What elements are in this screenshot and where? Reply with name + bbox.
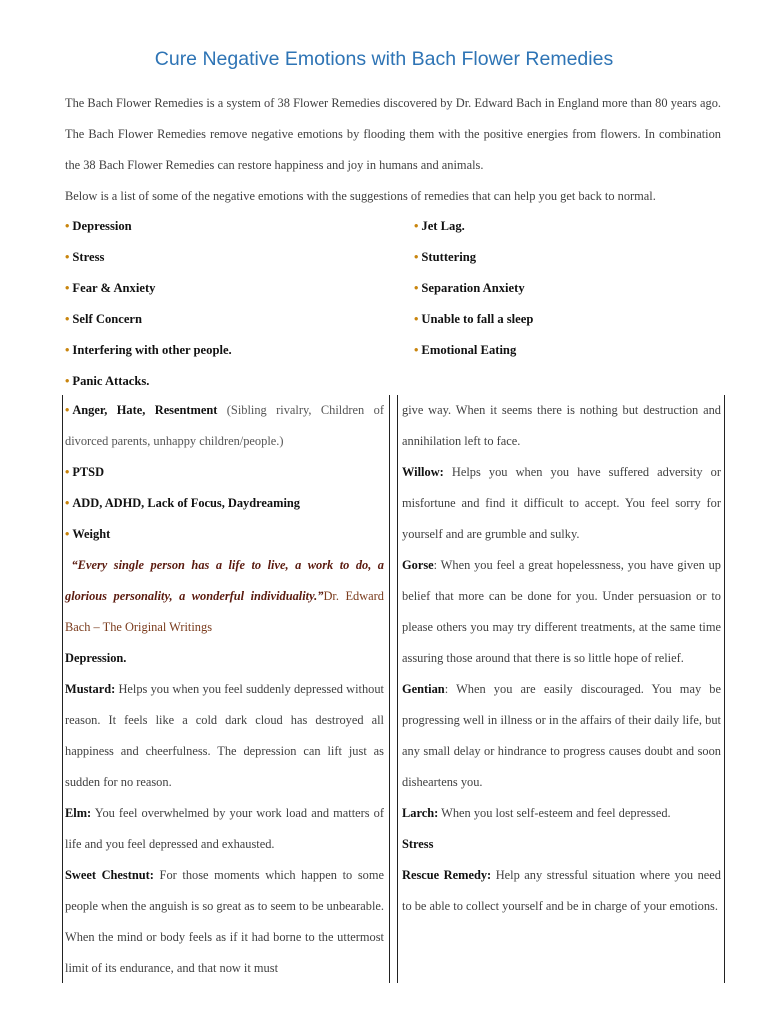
list-item: • Separation Anxiety — [414, 281, 525, 295]
column-divider — [389, 395, 390, 983]
elm-entry: Elm: You feel overwhelmed by your work load and matters of life and you feel depressed and exhausted. — [65, 806, 384, 851]
anger-entry: • Anger, Hate, Resentment (Sibling rivalry, Children of divorced parents, unhappy children/people.) — [65, 403, 385, 448]
ptsd-entry: • PTSD — [65, 465, 105, 479]
bullet: • — [65, 281, 70, 295]
quote-text: “Every single person has a life to live, a work to do, a glorious personality, a wonderful individuality.” — [65, 558, 384, 603]
bullet: • — [65, 312, 70, 326]
list-item: • Stress — [65, 250, 105, 264]
list-item: • Stuttering — [414, 250, 476, 264]
emotion-list-left — [65, 211, 232, 397]
bullet: • — [414, 312, 419, 326]
column-divider — [62, 395, 63, 983]
bullet: • — [65, 374, 70, 388]
list-item: • Jet Lag. — [414, 219, 465, 233]
sweet-chestnut-entry: Sweet Chestnut: For those moments which happen to some people when the anguish is so great as to seem to be unbearable. When the mind or body feels as if it had borne to the uttermost limit of its endurance, and that now it must — [65, 868, 384, 975]
bullet: • — [414, 281, 419, 295]
list-item: • Self Concern — [65, 312, 143, 326]
mustard-entry: Mustard: Helps you when you feel suddenly depressed without reason. It feels like a cold dark cloud has destroyed all happiness and cheerfulness. The depression can lift just as sudden for no reason. — [65, 682, 384, 789]
bullet: • — [414, 250, 419, 264]
list-item: • Unable to fall a sleep — [414, 312, 534, 326]
sweet-chestnut-continued: give way. When it seems there is nothing but destruction and annihilation left to face. — [402, 403, 721, 448]
bullet: • — [65, 219, 70, 233]
bullet: • — [65, 250, 70, 264]
weight-entry: • Weight — [65, 527, 111, 541]
intro — [65, 88, 721, 212]
list-item: • Panic Attacks. — [65, 374, 150, 388]
list-item: • Emotional Eating — [414, 343, 517, 357]
left-column — [65, 395, 384, 985]
willow-entry: Willow: Helps you when you have suffered adversity or misfortune and find it difficult to accept. You feel sorry for yourself and are grumble and sulky. — [402, 465, 721, 541]
quote-block — [65, 550, 384, 643]
quote-source: Dr. Edward Bach – The Original Writings — [65, 589, 384, 634]
add-entry: • ADD, ADHD, Lack of Focus, Daydreaming — [65, 496, 300, 510]
rescue-remedy-entry: Rescue Remedy: Help any stressful situation where you need to be able to collect yourself and be in charge of your emotions. — [402, 868, 721, 913]
list-item: • Depression — [65, 219, 132, 233]
column-divider — [397, 395, 398, 983]
bullet: • — [65, 343, 70, 357]
column-divider — [724, 395, 725, 983]
bullet: • — [414, 343, 419, 357]
list-item: • Interfering with other people. — [65, 343, 232, 357]
list-item: • Fear & Anxiety — [65, 281, 156, 295]
bullet: • — [414, 219, 419, 233]
larch-entry: Larch: When you lost self-esteem and feel depressed. — [402, 806, 671, 820]
emotion-list-right — [414, 211, 533, 366]
intro-paragraph: Below is a list of some of the negative emotions with the suggestions of remedies that can help you get back to normal. — [65, 189, 656, 203]
intro-paragraph: The Bach Flower Remedies is a system of 38 Flower Remedies discovered by Dr. Edward Bach in England more than 80 years ago. The Bach Flower Remedies remove negative emotions by flooding them with the positive energies from flowers. In combination the 38 Bach Flower Remedies can restore happiness and joy in humans and animals. — [65, 96, 721, 172]
page-title: Cure Negative Emotions with Bach Flower Remedies — [154, 48, 614, 70]
section-heading-depression: Depression. — [65, 651, 127, 665]
gentian-entry: Gentian: When you are easily discouraged. You may be progressing well in illness or in the affairs of their daily life, but any small delay or hindrance to progress causes doubt and soon disheartens you. — [402, 682, 721, 789]
section-heading-stress: Stress — [402, 837, 434, 851]
gorse-entry: Gorse: When you feel a great hopelessness, you have given up belief that more can be done for you. Under persuasion or to please others you may try different treatments, at the same time assuring those around that there is so little hope of relief. — [402, 558, 721, 665]
right-column — [402, 395, 721, 985]
